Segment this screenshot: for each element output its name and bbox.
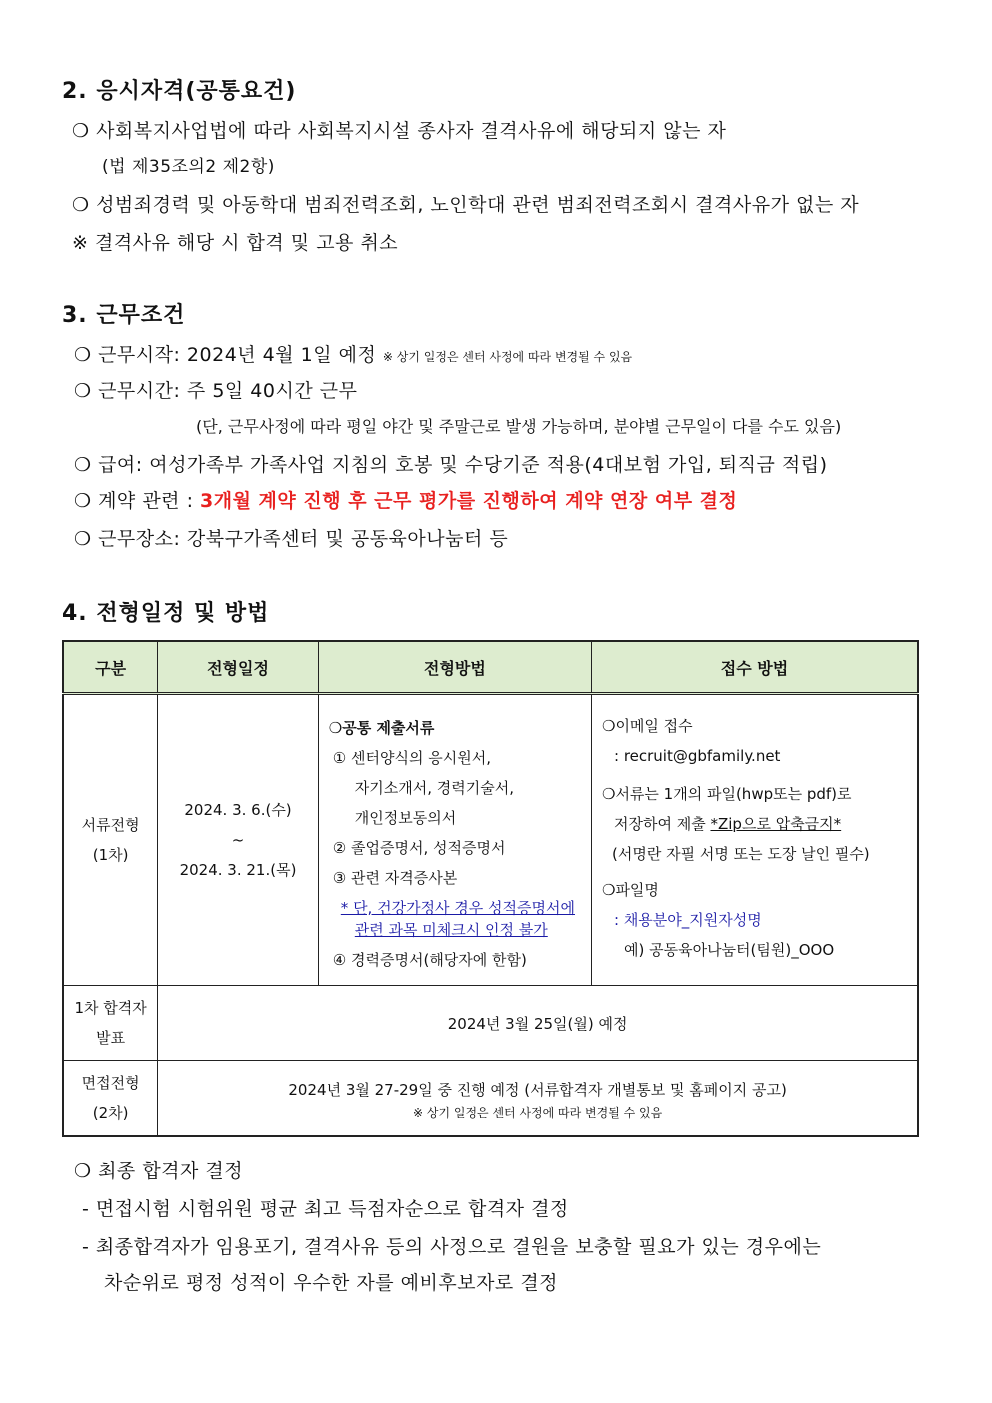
final-title: ❍ 최종 합격자 결정 [74,1160,244,1182]
table-row [63,694,918,986]
work-hours-note: (단, 근무사정에 따라 평일 야간 및 주말근로 발생 가능하며, 분야별 근무일이 다를 수도 있음) [196,417,842,436]
method-item-3: ③ 관련 자격증사본 [332,869,458,887]
row1-method [318,694,591,986]
section-2-item-1: ❍ 사회복지사업법에 따라 사회복지시설 종사자 결격사유에 해당되지 않는 자 [72,120,727,142]
schedule-table [62,640,919,1137]
final-item-2a: - 최종합격자가 임용포기, 결격사유 등의 사정으로 결원을 보충할 필요가 있는 경우에는 [82,1236,822,1258]
method-item-4: ④ 경력증명서(해당자에 한함) [332,951,527,969]
header-schedule: 전형일정 [158,641,319,694]
work-start-note: ※ 상기 일정은 센터 사정에 따라 변경될 수 있음 [382,350,633,364]
final-item-1: - 면접시험 시험위원 평균 최고 득점자순으로 합격자 결정 [82,1198,569,1220]
row1-date-sep: ~ [231,831,245,849]
receipt-email-title: ❍이메일 접수 [602,717,693,735]
contract [74,486,737,513]
header-receipt: 접수 방법 [592,641,919,694]
contract-label: ❍ 계약 관련 : [74,490,201,512]
row2-value: 2024년 3월 25일(월) 예정 [158,986,918,1061]
work-start-label: ❍ 근무시작: 2024년 4월 1일 예정 [74,344,377,366]
receipt-zip-warning: *Zip으로 압축금지* [710,815,842,833]
row1-category-2: (1차) [92,846,129,864]
method-item-1b: 자기소개서, 경력기술서, [354,779,515,797]
row1-category-1: 서류전형 [81,816,140,834]
row3-value-cell [158,1061,918,1137]
receipt-filename-example: 예) 공동육아나눔터(팀원)_OOO [624,941,835,959]
table-header-row [63,641,918,694]
row3-category-2: (2차) [92,1104,129,1122]
final-item-2b: 차순위로 평정 성적이 우수한 자를 예비후보자로 결정 [104,1272,559,1294]
header-category: 구분 [63,641,158,694]
section-2-item-1-sub: (법 제35조의2 제2항) [102,157,275,177]
section-4-title: 4. 전형일정 및 방법 [62,601,270,626]
method-item-2: ② 졸업증명서, 성적증명서 [332,839,506,857]
section-2-note: ※ 결격사유 해당 시 합격 및 고용 취소 [72,232,399,254]
section-3-title: 3. 근무조건 [62,303,186,328]
row3-category-1: 면접전형 [81,1074,140,1092]
table-row [63,986,918,1061]
row1-category [63,694,158,986]
row2-category-2: 발표 [96,1029,126,1047]
method-item-1a: ① 센터양식의 응시원서, [332,749,491,767]
row1-receipt [592,694,919,986]
contract-value: 3개월 계약 진행 후 근무 평가를 진행하여 계약 연장 여부 결정 [200,490,738,512]
row1-schedule [158,694,319,986]
work-place: ❍ 근무장소: 강북구가족센터 및 공동육아나눔터 등 [74,528,509,550]
row1-date-end: 2024. 3. 21.(목) [179,861,297,879]
row3-value: 2024년 3월 27-29일 중 진행 예정 (서류합격자 개별통보 및 홈페이지 공고) [288,1080,787,1099]
receipt-signature-note: (서명란 자필 서명 또는 도장 날인 필수) [612,845,870,863]
row1-date-start: 2024. 3. 6.(수) [184,801,292,819]
receipt-file-rule-2 [602,809,911,839]
row2-category-1: 1차 합격자 [74,999,147,1017]
row2-category [63,986,158,1061]
method-item-1c: 개인정보동의서 [354,809,457,827]
header-method: 전형방법 [318,641,591,694]
receipt-file-rule-1: ❍서류는 1개의 파일(hwp또는 pdf)로 [602,785,852,803]
table-row [63,1061,918,1137]
section-2-item-2: ❍ 성범죄경력 및 아동학대 범죄전력조회, 노인학대 관련 범죄전력조회시 결격사유가 없는 자 [72,194,860,216]
work-hours: ❍ 근무시간: 주 5일 40시간 근무 [74,380,358,402]
receipt-email-address: : recruit@gbfamily.net [614,747,781,765]
method-note-1: * 단, 건강가정사 경우 성적증명서에 [340,899,575,917]
method-note-2: 관련 과목 미체크시 인정 불가 [354,921,548,939]
salary: ❍ 급여: 여성가족부 가족사업 지침의 호봉 및 수당기준 적용(4대보험 가입, 퇴직금 적립) [74,454,828,476]
row3-category [63,1061,158,1137]
section-2-title: 2. 응시자격(공통요건) [62,79,297,104]
work-start [74,340,632,367]
receipt-file-rule-2-text: 저장하여 제출 [614,815,711,833]
method-title: ❍공통 제출서류 [328,719,435,737]
receipt-filename-title: ❍파일명 [602,881,659,899]
row3-note: ※ 상기 일정은 센터 사정에 따라 변경될 수 있음 [413,1105,663,1120]
receipt-filename-format: : 채용분야_지원자성명 [614,911,762,929]
